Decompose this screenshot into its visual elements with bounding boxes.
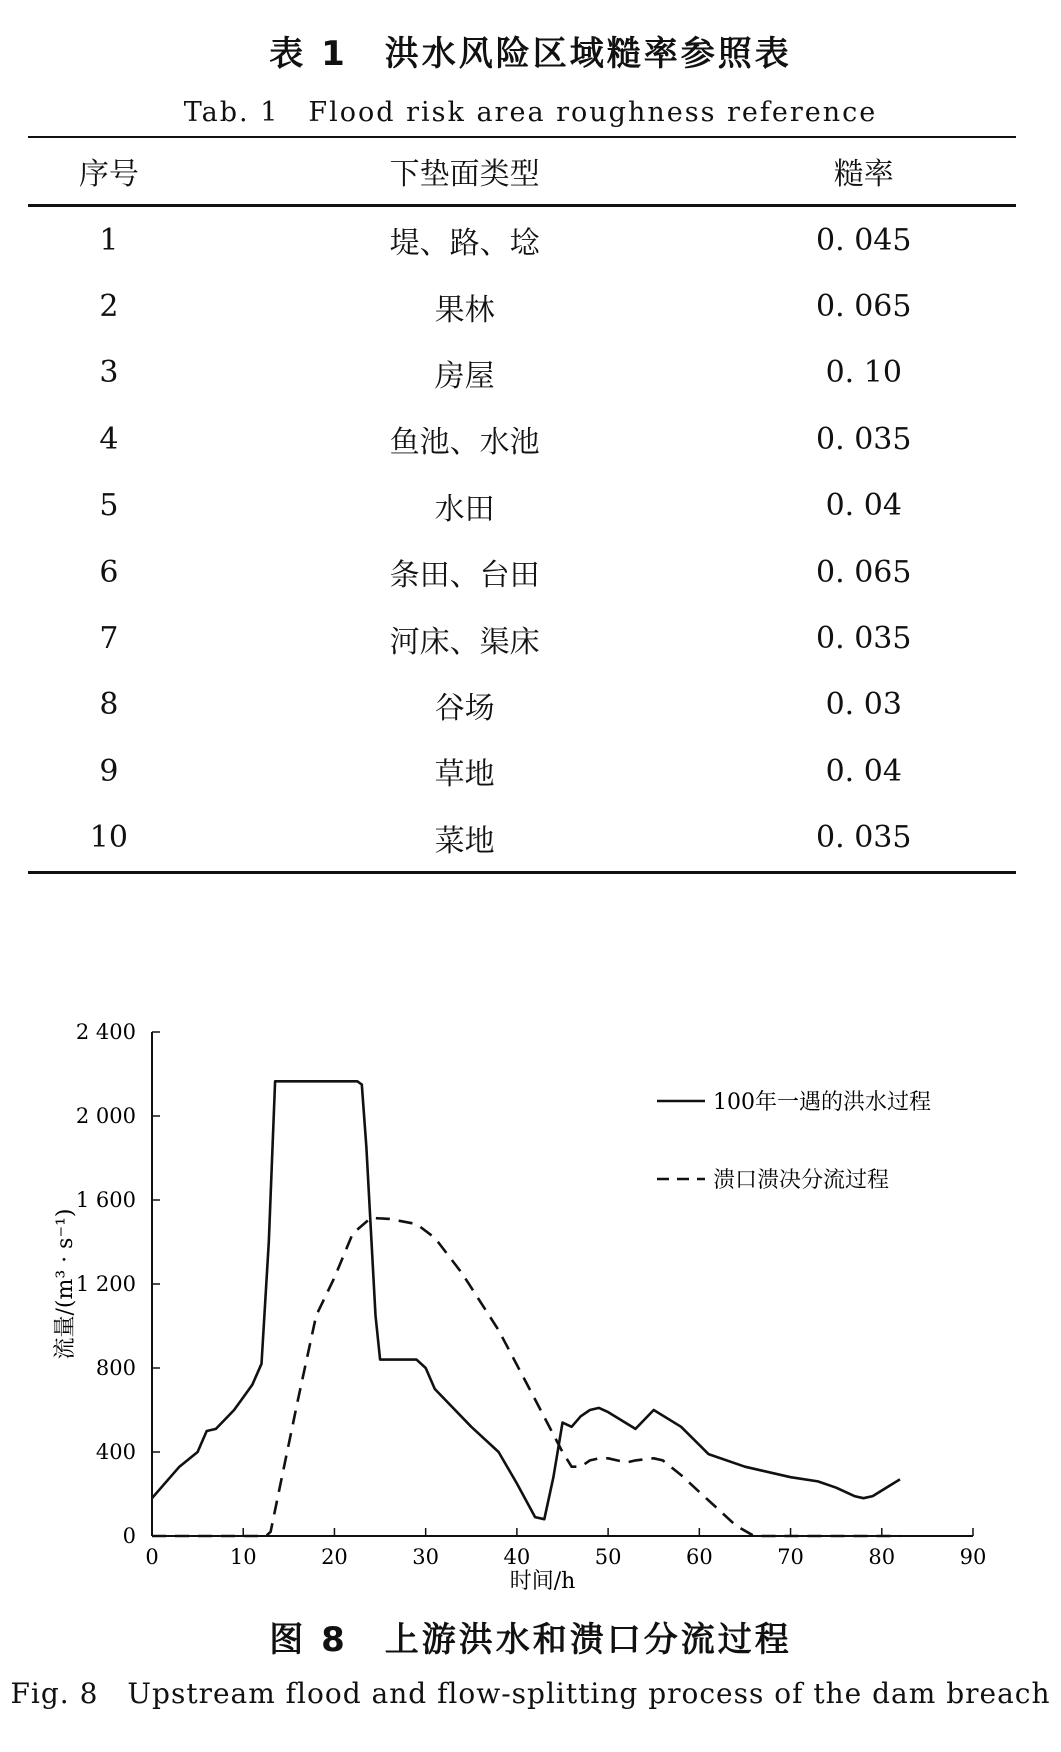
y-tick-label: 800 <box>95 1356 136 1380</box>
table-row <box>28 273 1016 339</box>
cell-no: 3 <box>99 355 119 391</box>
y-tick-label: 1 200 <box>75 1272 136 1296</box>
cell-roughness: 0. 03 <box>825 687 902 723</box>
cell-type: 鱼池、水池 <box>389 425 540 461</box>
cell-roughness: 0. 04 <box>825 488 902 524</box>
cell-no: 9 <box>99 753 119 789</box>
x-tick-label: 90 <box>959 1545 987 1569</box>
y-tick-label: 0 <box>122 1524 136 1548</box>
table-row <box>28 805 1016 871</box>
figure-title-en: Fig. 8 Upstream flood and flow-splitting process of the dam breach <box>10 1677 1051 1710</box>
legend-label-1: 100年一遇的洪水过程 <box>713 1090 931 1115</box>
y-axis-label: 流量/(m³ · s⁻¹) <box>53 1208 78 1360</box>
cell-no: 7 <box>99 621 119 657</box>
cell-type: 房屋 <box>434 358 495 394</box>
table-body <box>28 207 1016 871</box>
x-tick-label: 50 <box>594 1545 622 1569</box>
series-line-2 <box>152 1218 900 1536</box>
x-tick-label: 70 <box>777 1545 804 1569</box>
cell-roughness: 0. 035 <box>816 621 912 657</box>
cell-no: 4 <box>99 421 119 457</box>
x-tick-label: 0 <box>145 1545 159 1569</box>
cell-type: 河床、渠床 <box>389 624 540 660</box>
y-tick-label: 2 000 <box>75 1104 136 1128</box>
table-row <box>28 738 1016 804</box>
x-tick-label: 10 <box>229 1545 257 1569</box>
cell-type: 堤、路、埝 <box>389 226 540 262</box>
table-row <box>28 340 1016 406</box>
table-row <box>28 539 1016 605</box>
y-tick-label: 400 <box>95 1440 136 1464</box>
roughness-table <box>28 136 1016 874</box>
cell-no: 5 <box>99 488 119 524</box>
figure-title-cn: 图 8 上游洪水和溃口分流过程 <box>269 1620 792 1660</box>
chart-svg <box>0 1000 1061 1600</box>
y-tick-label: 1 600 <box>75 1188 136 1212</box>
y-tick-label: 2 400 <box>75 1020 136 1044</box>
cell-roughness: 0. 035 <box>816 820 912 856</box>
cell-no: 6 <box>99 554 119 590</box>
cell-type: 谷场 <box>434 690 495 726</box>
cell-roughness: 0. 035 <box>816 421 912 457</box>
cell-type: 菜地 <box>434 823 495 859</box>
cell-roughness: 0. 065 <box>816 554 912 590</box>
flow-chart <box>0 1000 1061 1600</box>
cell-no: 2 <box>99 289 119 325</box>
cell-type: 草地 <box>434 757 495 793</box>
cell-no: 10 <box>89 820 128 856</box>
x-tick-label: 80 <box>868 1545 896 1569</box>
table-row <box>28 672 1016 738</box>
table-row <box>28 207 1016 273</box>
x-tick-label: 30 <box>412 1545 440 1569</box>
cell-roughness: 0. 045 <box>816 222 912 258</box>
x-axis-label: 时间/h <box>509 1569 576 1594</box>
cell-type: 水田 <box>434 491 495 527</box>
cell-no: 1 <box>99 222 119 258</box>
table-row <box>28 406 1016 472</box>
cell-roughness: 0. 065 <box>816 289 912 325</box>
cell-roughness: 0. 10 <box>825 355 902 391</box>
header-type: 下垫面类型 <box>389 157 540 192</box>
table-row <box>28 605 1016 671</box>
table-header <box>28 138 1016 204</box>
cell-type: 条田、台田 <box>389 558 540 594</box>
series-line-1 <box>152 1081 900 1519</box>
legend-label-2: 溃口溃决分流过程 <box>713 1168 890 1193</box>
table-bottom-rule <box>28 871 1016 874</box>
header-roughness: 糙率 <box>833 157 894 192</box>
x-tick-label: 20 <box>321 1545 348 1569</box>
x-tick-label: 60 <box>685 1545 713 1569</box>
table-title-cn: 表 1 洪水风险区域糙率参照表 <box>269 34 792 74</box>
cell-type: 果林 <box>434 292 495 328</box>
x-tick-label: 40 <box>503 1545 531 1569</box>
cell-roughness: 0. 04 <box>825 753 902 789</box>
table-title-en: Tab. 1 Flood risk area roughness reference <box>183 97 878 128</box>
cell-no: 8 <box>99 687 119 723</box>
table-row <box>28 473 1016 539</box>
header-no: 序号 <box>78 157 139 192</box>
